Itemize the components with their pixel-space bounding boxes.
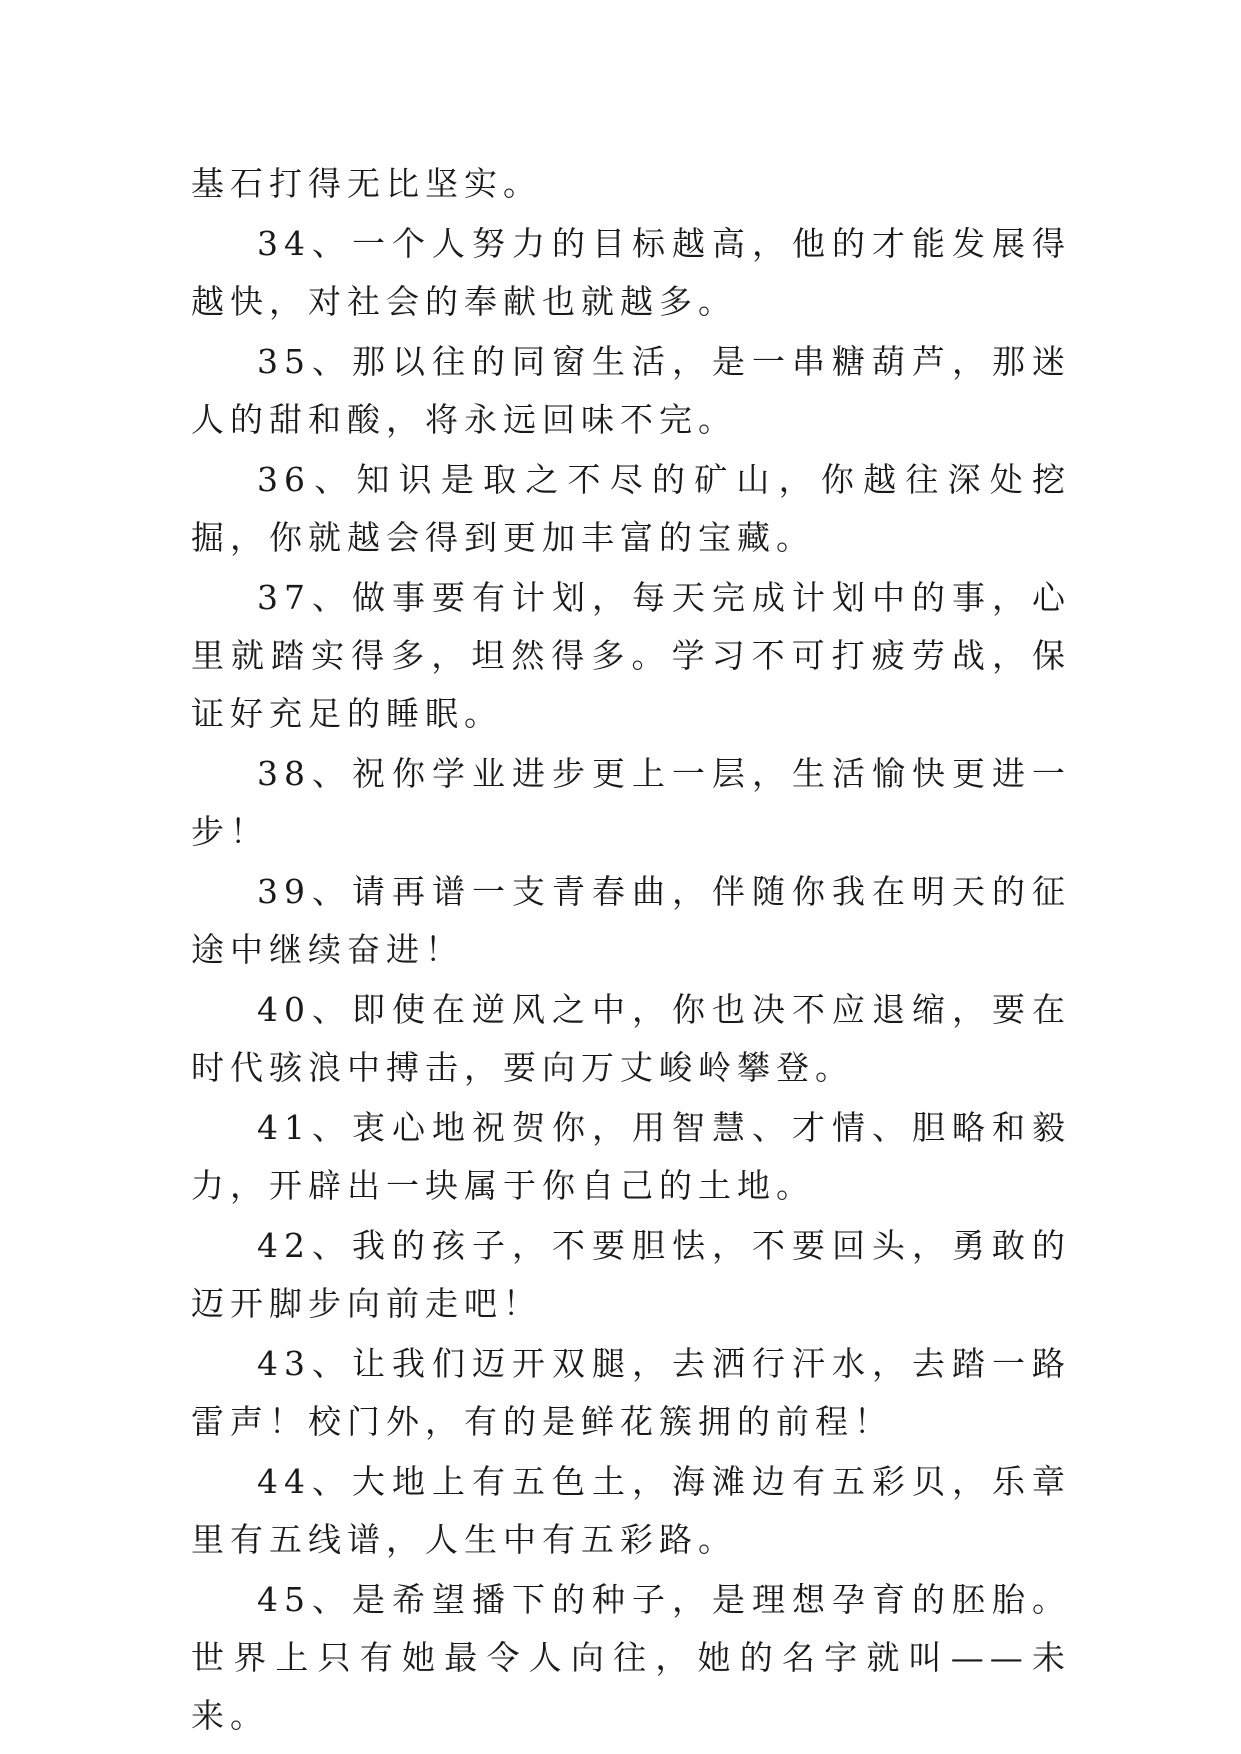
continued-paragraph: 基石打得无比坚实。 xyxy=(191,164,542,203)
paragraph-41: 41、衷心地祝贺你，用智慧、才情、胆略和毅力，开辟出一块属于你自己的土地。 xyxy=(191,1108,1071,1205)
paragraph-44: 44、大地上有五色土，海滩边有五彩贝，乐章里有五线谱，人生中有五彩路。 xyxy=(191,1462,1071,1559)
paragraph-35: 35、那以往的同窗生活，是一串糖葫芦，那迷人的甜和酸，将永远回味不完。 xyxy=(191,342,1071,439)
paragraph-36: 36、知识是取之不尽的矿山，你越往深处挖掘，你就越会得到更加丰富的宝藏。 xyxy=(191,460,1071,557)
paragraph-43: 43、让我们迈开双腿，去洒行汗水，去踏一路雷声！校门外，有的是鲜花簇拥的前程！ xyxy=(191,1344,1071,1441)
paragraph-37: 37、做事要有计划，每天完成计划中的事，心里就踏实得多，坦然得多。学习不可打疲劳战，保证好充足的睡眠。 xyxy=(191,578,1071,733)
paragraph-45: 45、是希望播下的种子，是理想孕育的胚胎。世界上只有她最令人向往，她的名字就叫——未来。 xyxy=(191,1580,1071,1735)
paragraph-42: 42、我的孩子，不要胆怯，不要回头，勇敢的迈开脚步向前走吧！ xyxy=(191,1226,1071,1323)
paragraph-39: 39、请再谱一支青春曲，伴随你我在明天的征途中继续奋进！ xyxy=(191,872,1071,969)
document-body xyxy=(191,155,1071,1747)
paragraph-40: 40、即使在逆风之中，你也决不应退缩，要在时代骇浪中搏击，要向万丈峻岭攀登。 xyxy=(191,990,1071,1087)
paragraph-38: 38、祝你学业进步更上一层，生活愉快更进一步！ xyxy=(191,754,1071,851)
paragraph-34: 34、一个人努力的目标越高，他的才能发展得越快，对社会的奉献也就越多。 xyxy=(191,224,1071,321)
